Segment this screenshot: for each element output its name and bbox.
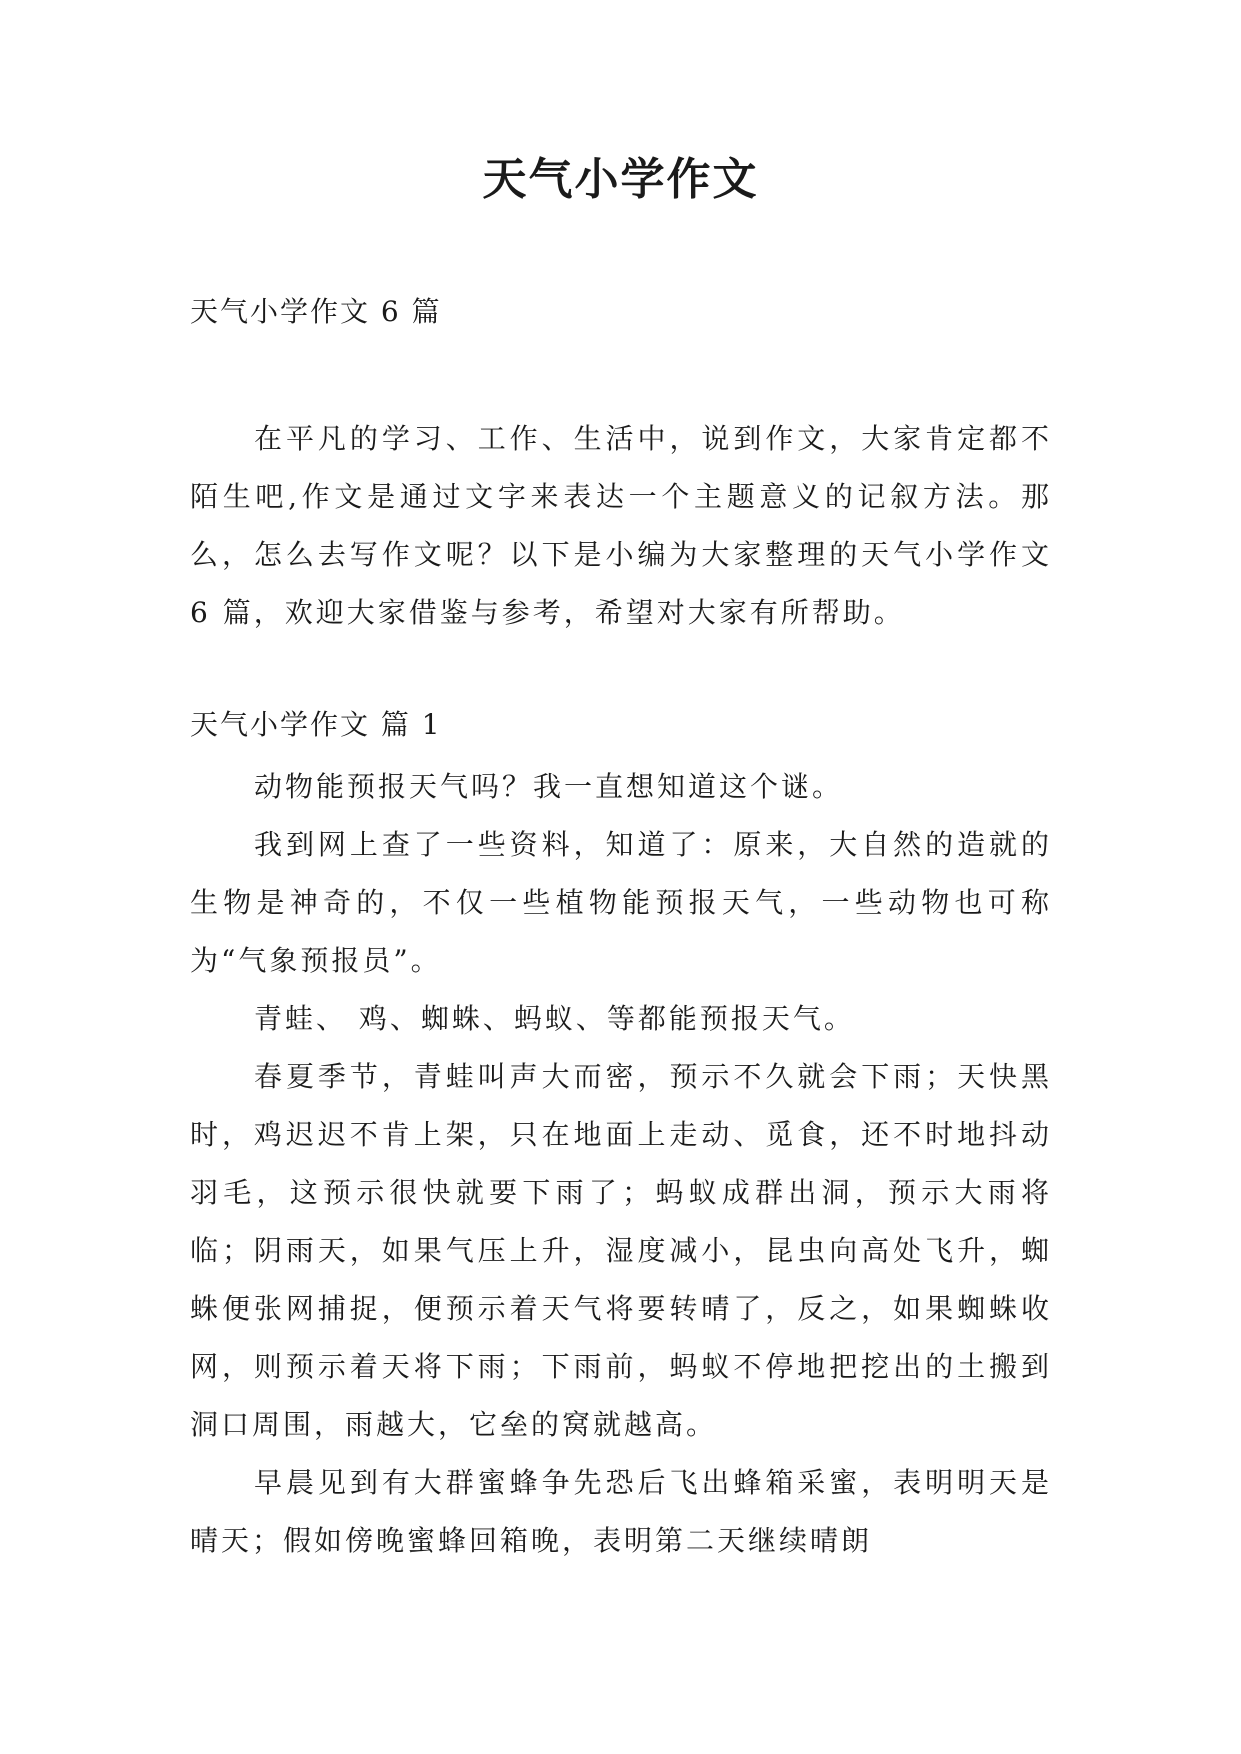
- paragraph: 动物能预报天气吗？我一直想知道这个谜。: [254, 770, 844, 803]
- section-heading: 天气小学作文 篇 1: [190, 708, 442, 741]
- intro-paragraph: 在平凡的学习、工作、生活中，说到作文，大家肯定都不陌生吧,作文是通过文字来表达一个主题意义的记叙方法。那么，怎么去写作文呢？以下是小编为大家整理的天气小学作文 6 篇，欢迎大家借鉴与参考，希望对大家有所帮助。: [190, 422, 1052, 629]
- paragraph: 春夏季节，青蛙叫声大而密，预示不久就会下雨；天快黑时，鸡迟迟不肯上架，只在地面上走动、觅食，还不时地抖动羽毛，这预示很快就要下雨了；蚂蚁成群出洞，预示大雨将临；阴雨天，如果气压上升，湿度减小，昆虫向高处飞升，蜘蛛便张网捕捉，便预示着天气将要转晴了，反之，如果蜘蛛收网，则预示着天将下雨；下雨前，蚂蚁不停地把挖出的土搬到洞口周围，雨越大，它垒的窝就越高。: [190, 1060, 1052, 1441]
- section-body: [190, 758, 1052, 1570]
- document-title: 天气小学作文: [482, 154, 759, 205]
- document-subtitle: 天气小学作文 6 篇: [190, 295, 442, 328]
- paragraph: 青蛙、 鸡、蜘蛛、蚂蚁、等都能预报天气。: [254, 1002, 855, 1035]
- paragraph: 我到网上查了一些资料，知道了：原来，大自然的造就的生物是神奇的，不仅一些植物能预报天气，一些动物也可称为“气象预报员”。: [190, 828, 1052, 977]
- paragraph: 早晨见到有大群蜜蜂争先恐后飞出蜂箱采蜜，表明明天是晴天；假如傍晚蜜蜂回箱晚，表明第二天继续晴朗: [190, 1466, 1052, 1557]
